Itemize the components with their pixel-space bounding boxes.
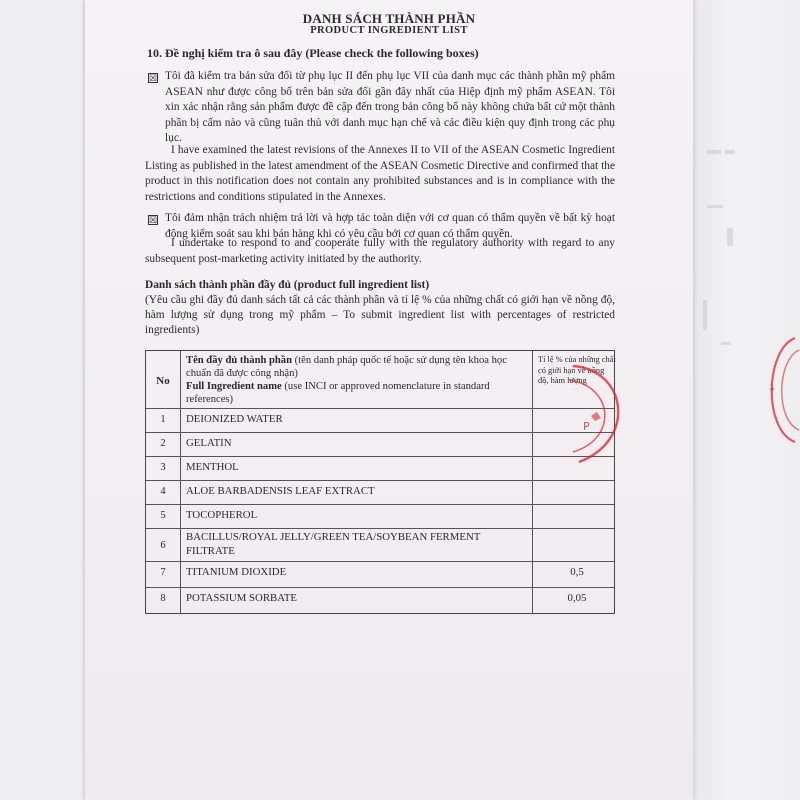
table-row-1-no: 1 [160, 414, 166, 425]
document-title: DANH SÁCH THÀNH PHẦN [302, 11, 476, 26]
section-heading: 10. Đề nghị kiểm tra ô sau đây (Please check the following boxes) [147, 46, 479, 60]
table-row-2-name: GELATIN [186, 437, 232, 449]
table-row-6-name: BACILLUS/ROYAL JELLY/GREEN TEA/SOYBEAN FERMENT FILTRATE [186, 531, 481, 557]
table-row-6-no: 6 [160, 540, 166, 551]
ingredient-table [145, 350, 615, 614]
checkbox-declaration-1[interactable]: ☒ [149, 73, 158, 83]
table-row-3-no: 3 [160, 462, 166, 473]
svg-text:✦: ✦ [769, 385, 776, 394]
ingredient-list-heading: Danh sách thành phần đầy đủ (product full ingredient list) [145, 279, 430, 291]
table-header-name [186, 354, 531, 406]
header-name-vi-bold: Tên đầy đủ thành phần [186, 355, 292, 366]
header-name-en-bold: Full Ingredient name [186, 381, 282, 392]
table-row-7-pct: 0,5 [570, 566, 584, 578]
red-seal-stamp [565, 360, 635, 470]
ingredient-list-note: (Yêu cầu ghi đầy đủ danh sách tất cả các thành phần và tỉ lệ % của những chất có giới hạn về nồng độ, hàm lượng sử dụng trong mỹ phẩm – To submit ingredient list with percentages of restricted ingredients) [145, 294, 615, 336]
table-row-8-no: 8 [160, 593, 166, 604]
table-row-5-no: 5 [160, 510, 166, 521]
table-row-8-pct: 0,05 [567, 592, 587, 604]
declaration-1-english: I have examined the latest revisions of the Annexes II to VII of the ASEAN Cosmetic Ingredient Listing as published in the latest amendment of the ASEAN Cosmetic Directive and confirmed that the product in this notification does not contain any prohibited substances and is in compliance with the restrictions and conditions stipulated in the Annexes. [145, 144, 615, 203]
declaration-2-english: I undertake to respond to and cooperate fully with the regulatory authority with regard to any subsequent post-marketing activity initiated by the authority. [145, 237, 615, 265]
table-row-7-name: TITANIUM DIOXIDE [186, 566, 287, 578]
table-row-4-no: 4 [160, 486, 166, 497]
declaration-1-vietnamese: Tôi đã kiểm tra bản sửa đổi từ phụ lục II đến phụ lục VII của danh mục các thành phần mỹ phẩm ASEAN như được công bố trên bản sửa đổi gần đây nhất của Hiệp định mỹ phẩm ASEAN. Tôi xin xác nhận rằng sản phẩm được đề cập đến trong bản công bố này không chứa bất cứ một thành phần bị cấm nào và cũng tuân thủ với danh mục hạn chế và các điều kiện quy định trong các phụ lục. [165, 70, 615, 145]
document-page [85, 0, 693, 800]
document-subtitle: PRODUCT INGREDIENT LIST [310, 25, 468, 36]
table-row-1-name: DEIONIZED WATER [186, 413, 283, 425]
declaration-2-vietnamese: Tôi đảm nhận trách nhiệm trả lời và hợp tác toàn diện với cơ quan có thẩm quyền về bất kỳ hoạt động kiểm soát sau khi bán hàng khi có yêu cầu bởi cơ quan có thẩm quyền. [165, 212, 615, 240]
header-name-en-rest: (use INCI or approved nomenclature in standard references) [186, 381, 490, 405]
table-header-no: No [156, 375, 170, 387]
table-row-2-no: 2 [160, 438, 166, 449]
checkbox-declaration-2[interactable]: ☒ [149, 215, 158, 225]
table-row-4-name: ALOE BARBADENSIS LEAF EXTRACT [186, 485, 375, 497]
table-row-8-name: POTASSIUM SORBATE [186, 592, 298, 604]
table-header-percentage: Tỉ lệ % của những chất có giới hạn về nồng độ, hàm lượng [538, 355, 616, 385]
red-seal-stamp-partial [755, 330, 800, 450]
table-row-3-name: MENTHOL [186, 461, 239, 473]
table-row-7-no: 7 [160, 567, 166, 578]
header-name-vi-rest: (tên danh pháp quốc tế hoặc sử dụng tên khoa học chuẩn đã được công nhận) [186, 355, 507, 379]
svg-text:P: P [583, 420, 590, 433]
table-row-5-name: TOCOPHEROL [186, 509, 258, 521]
